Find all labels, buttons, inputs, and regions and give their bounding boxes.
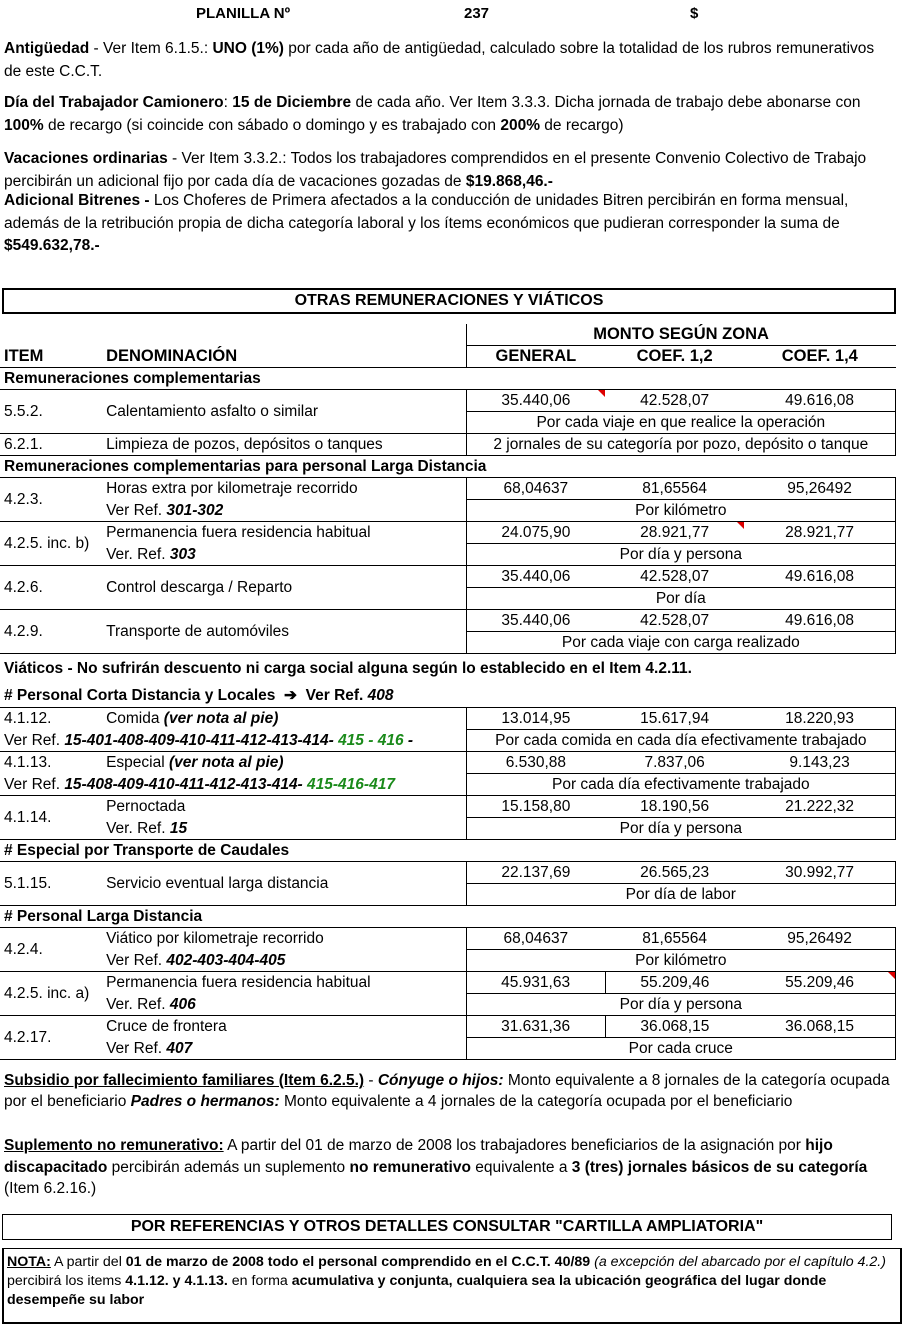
currency-symbol: $ bbox=[690, 5, 699, 22]
comment-marker-icon bbox=[737, 522, 744, 529]
table-header-row-2 bbox=[0, 346, 896, 368]
item-denomination: Transporte de automóviles bbox=[96, 610, 466, 654]
table-row bbox=[0, 862, 896, 884]
coef12-value: 55.209,46 bbox=[640, 974, 710, 991]
item-denomination: Cruce de frontera bbox=[106, 1018, 227, 1036]
general-header: GENERAL bbox=[466, 346, 605, 368]
item-reference: Ver Ref. 15-401-408-409-410-411-412-413-414- 415 - 416 - bbox=[0, 730, 466, 752]
general-value: 31.631,36 bbox=[466, 1016, 605, 1038]
general-value: 24.075,90 bbox=[466, 522, 605, 544]
item-denomination: Control descarga / Reparto bbox=[96, 566, 466, 610]
item-code: 5.1.15. bbox=[0, 862, 96, 906]
coef14-header: COEF. 1,4 bbox=[781, 347, 858, 365]
item-reference: Ver. Ref. 15 bbox=[96, 818, 466, 840]
coef14-value: 36.068,15 bbox=[744, 1016, 895, 1038]
payment-note: Por cada día efectivamente trabajado bbox=[466, 774, 895, 796]
section-larga-distancia-complementarias: Remuneraciones complementarias para personal Larga Distancia bbox=[0, 456, 896, 478]
section-row bbox=[0, 906, 896, 928]
subsidio-paragraph: Subsidio por fallecimiento familiares (Item 6.2.5.) - Cónyuge o hijos: Monto equivalente a 8 jornales de la categoría ocupada por el beneficiario Padres o hermanos: Monto equivalente a 4 jornales de la categoría ocupada por el beneficiario bbox=[4, 1072, 890, 1110]
dia-trabajador-paragraph: Día del Trabajador Camionero: 15 de Diciembre de cada año. Ver Item 3.3.3. Dicha jornada de trabajo debe abonarse con 100% de recargo (si coincide con sábado o domingo y es trabajado con 200% de recargo) bbox=[4, 94, 861, 134]
comment-marker-icon bbox=[598, 390, 605, 397]
item-code: 4.1.14. bbox=[0, 796, 96, 840]
item-denomination: Pernoctada bbox=[106, 798, 186, 816]
table-row bbox=[0, 1016, 896, 1038]
payment-note: Por cada comida en cada día efectivamente trabajado bbox=[466, 730, 895, 752]
section-row bbox=[0, 368, 896, 390]
section-row bbox=[0, 684, 896, 708]
general-value: 6.530,88 bbox=[466, 752, 605, 774]
general-value: 68,04637 bbox=[466, 928, 605, 950]
antiguedad-paragraph: Antigüedad - Ver Item 6.1.5.: UNO (1%) por cada año de antigüedad, calculado sobre la totalidad de los rubros remunerativos de este C.C.T. bbox=[4, 40, 875, 80]
section-larga-distancia: # Personal Larga Distancia bbox=[0, 906, 896, 928]
item-denomination: Horas extra por kilometraje recorrido bbox=[106, 480, 358, 498]
general-value: 15.158,80 bbox=[466, 796, 605, 818]
payment-note: Por día bbox=[466, 588, 895, 610]
table-row-note bbox=[0, 1038, 896, 1060]
item-code: 4.2.17. bbox=[0, 1016, 96, 1060]
table-row bbox=[0, 610, 896, 632]
item-code: 4.2.3. bbox=[0, 478, 96, 522]
item-code: 5.5.2. bbox=[0, 390, 96, 434]
coef12-value: 26.565,23 bbox=[640, 864, 710, 881]
payment-note: Por día y persona bbox=[466, 994, 895, 1016]
table-row-note bbox=[0, 818, 896, 840]
general-value: 68,04637 bbox=[466, 478, 605, 500]
referencias-title: POR REFERENCIAS Y OTROS DETALLES CONSULTAR "CARTILLA AMPLIATORIA" bbox=[2, 1214, 892, 1240]
payment-note: Por día de labor bbox=[466, 884, 895, 906]
table-row bbox=[0, 928, 896, 950]
item-denomination: Viático por kilometraje recorrido bbox=[106, 930, 324, 948]
item-code: 4.2.9. bbox=[0, 610, 96, 654]
coef14-value: 49.616,08 bbox=[744, 390, 895, 412]
table-row bbox=[0, 752, 896, 774]
bitrenes-paragraph: Adicional Bitrenes - Los Choferes de Primera afectados a la conducción de unidades Bitren percibirán en forma mensual, además de la retribución propia de dicha categoría laboral y los ítems económicos que pudieran corresponder la suma de $549.632,78.- bbox=[4, 192, 849, 254]
item-reference: Ver Ref. 402-403-404-405 bbox=[96, 950, 466, 972]
table-row bbox=[0, 796, 896, 818]
payment-note: 2 jornales de su categoría por pozo, depósito o tanque bbox=[466, 434, 895, 456]
coef14-value: 95,26492 bbox=[744, 928, 895, 950]
vacaciones-paragraph: Vacaciones ordinarias - Ver Item 3.3.2.: Todos los trabajadores comprendidos en el presente Convenio Colectivo de Trabajo percibirán un adicional fijo por cada día de vacaciones gozadas de $19.868,46.- bbox=[4, 150, 867, 190]
table-row bbox=[0, 708, 896, 730]
coef14-value: 95,26492 bbox=[744, 478, 895, 500]
coef12-value: 81,65564 bbox=[642, 480, 707, 497]
coef12-value: 42.528,07 bbox=[640, 568, 710, 585]
general-value: 35.440,06 bbox=[466, 390, 605, 412]
item-code: 4.1.12. bbox=[4, 710, 52, 728]
table-row bbox=[0, 390, 896, 412]
table-row bbox=[0, 434, 896, 456]
payment-note: Por cada cruce bbox=[466, 1038, 895, 1060]
item-code: 4.1.13. bbox=[4, 754, 52, 772]
item-denomination: Limpieza de pozos, depósitos o tanques bbox=[96, 434, 466, 456]
table-row-note bbox=[0, 730, 896, 752]
item-denomination: Comida (ver nota al pie) bbox=[106, 710, 279, 728]
table-row bbox=[0, 972, 896, 994]
item-code: 4.2.5. inc. b) bbox=[0, 522, 96, 566]
section-viaticos: Viáticos - No sufrirán descuento ni carga social alguna según lo establecido en el Item 4.2.11. bbox=[4, 660, 692, 677]
general-value: 35.440,06 bbox=[466, 566, 605, 588]
table-row bbox=[0, 522, 896, 544]
item-denomination: Calentamiento asfalto o similar bbox=[96, 390, 466, 434]
item-reference: Ver. Ref. 406 bbox=[96, 994, 466, 1016]
item-reference: Ver Ref. 407 bbox=[96, 1038, 466, 1060]
payment-note: Por cada viaje en que realice la operación bbox=[466, 412, 895, 434]
coef12-value: 15.617,94 bbox=[640, 710, 710, 727]
payment-note: Por cada viaje con carga realizado bbox=[466, 632, 895, 654]
table-row-note bbox=[0, 500, 896, 522]
item-reference: Ver Ref. 15-408-409-410-411-412-413-414- 415-416-417 bbox=[0, 774, 466, 796]
section-row bbox=[0, 654, 896, 685]
section-row bbox=[0, 840, 896, 862]
table-row-note bbox=[0, 774, 896, 796]
item-reference: Ver Ref. 301-302 bbox=[96, 500, 466, 522]
monto-zona-header: MONTO SEGÚN ZONA bbox=[466, 324, 895, 346]
denominacion-header: DENOMINACIÓN bbox=[106, 346, 238, 365]
general-value: 35.440,06 bbox=[466, 610, 605, 632]
coef12-header: COEF. 1,2 bbox=[636, 347, 713, 365]
item-code: 4.2.4. bbox=[0, 928, 96, 972]
table-row-note bbox=[0, 994, 896, 1016]
section-row bbox=[0, 456, 896, 478]
item-reference: Ver. Ref. 303 bbox=[96, 544, 466, 566]
item-code: 4.2.5. inc. a) bbox=[0, 972, 96, 1016]
coef12-value: 36.068,15 bbox=[640, 1018, 710, 1035]
table-row-note bbox=[0, 544, 896, 566]
coef14-value: 49.616,08 bbox=[744, 610, 895, 632]
coef14-value: 28.921,77 bbox=[744, 522, 895, 544]
section-caudales: # Especial por Transporte de Caudales bbox=[0, 840, 896, 862]
planilla-number: 237 bbox=[464, 5, 490, 22]
payment-note: Por kilómetro bbox=[466, 950, 895, 972]
coef14-value: 30.992,77 bbox=[744, 862, 895, 884]
table-row bbox=[0, 478, 896, 500]
otras-remuneraciones-title: OTRAS REMUNERACIONES Y VIÁTICOS bbox=[2, 288, 896, 314]
payment-note: Por kilómetro bbox=[466, 500, 895, 522]
coef14-value: 21.222,32 bbox=[744, 796, 895, 818]
item-denomination: Permanencia fuera residencia habitual bbox=[106, 524, 371, 542]
item-denomination: Especial (ver nota al pie) bbox=[106, 754, 284, 772]
table-header-row-1 bbox=[0, 324, 896, 346]
coef12-value: 7.837,06 bbox=[644, 754, 705, 771]
table-row bbox=[0, 566, 896, 588]
item-denomination: Permanencia fuera residencia habitual bbox=[106, 974, 371, 992]
general-value: 22.137,69 bbox=[466, 862, 605, 884]
coef14-value: 9.143,23 bbox=[744, 752, 895, 774]
item-code: 6.2.1. bbox=[0, 434, 96, 456]
planilla-label: PLANILLA Nº bbox=[196, 5, 291, 22]
item-code: 4.2.6. bbox=[0, 566, 96, 610]
comment-marker-icon bbox=[888, 972, 895, 979]
nota-box: NOTA: A partir del 01 de marzo de 2008 todo el personal comprendido en el C.C.T. 40/89 (a excepción del abarcado por el capítulo 4.2.) percibirá los items 4.1.12. y 4.1.13. en forma acumulativa y conjunta, cualquiera sea la ubicación geográfica del lugar donde desempeñe su labor bbox=[2, 1248, 902, 1324]
coef14-value: 49.616,08 bbox=[744, 566, 895, 588]
coef14-value: 55.209,46 bbox=[744, 972, 895, 994]
item-header: ITEM bbox=[4, 346, 44, 365]
coef12-value: 42.528,07 bbox=[640, 612, 710, 629]
remuneraciones-table bbox=[0, 324, 896, 1060]
general-value: 13.014,95 bbox=[466, 708, 605, 730]
coef14-value: 18.220,93 bbox=[744, 708, 895, 730]
section-remuneraciones-complementarias: Remuneraciones complementarias bbox=[0, 368, 896, 390]
arrow-right-icon: ➔ bbox=[284, 687, 297, 704]
item-denomination: Servicio eventual larga distancia bbox=[96, 862, 466, 906]
general-value: 45.931,63 bbox=[466, 972, 605, 994]
coef12-value: 28.921,77 bbox=[605, 522, 744, 544]
payment-note: Por día y persona bbox=[466, 544, 895, 566]
section-corta-distancia: # Personal Corta Distancia y Locales ➔ Ver Ref. 408 bbox=[0, 684, 896, 708]
coef12-value: 81,65564 bbox=[642, 930, 707, 947]
suplemento-paragraph: Suplemento no remunerativo: A partir del 01 de marzo de 2008 los trabajadores beneficiarios de la asignación por hijo discapacitado percibirán además un suplemento no remunerativo equivalente a 3 (tres) jornales básicos de su categoría (Item 6.2.16.) bbox=[4, 1137, 868, 1197]
table-row-note bbox=[0, 950, 896, 972]
payment-note: Por día y persona bbox=[466, 818, 895, 840]
coef12-value: 18.190,56 bbox=[640, 798, 710, 815]
coef12-value: 42.528,07 bbox=[640, 392, 710, 409]
